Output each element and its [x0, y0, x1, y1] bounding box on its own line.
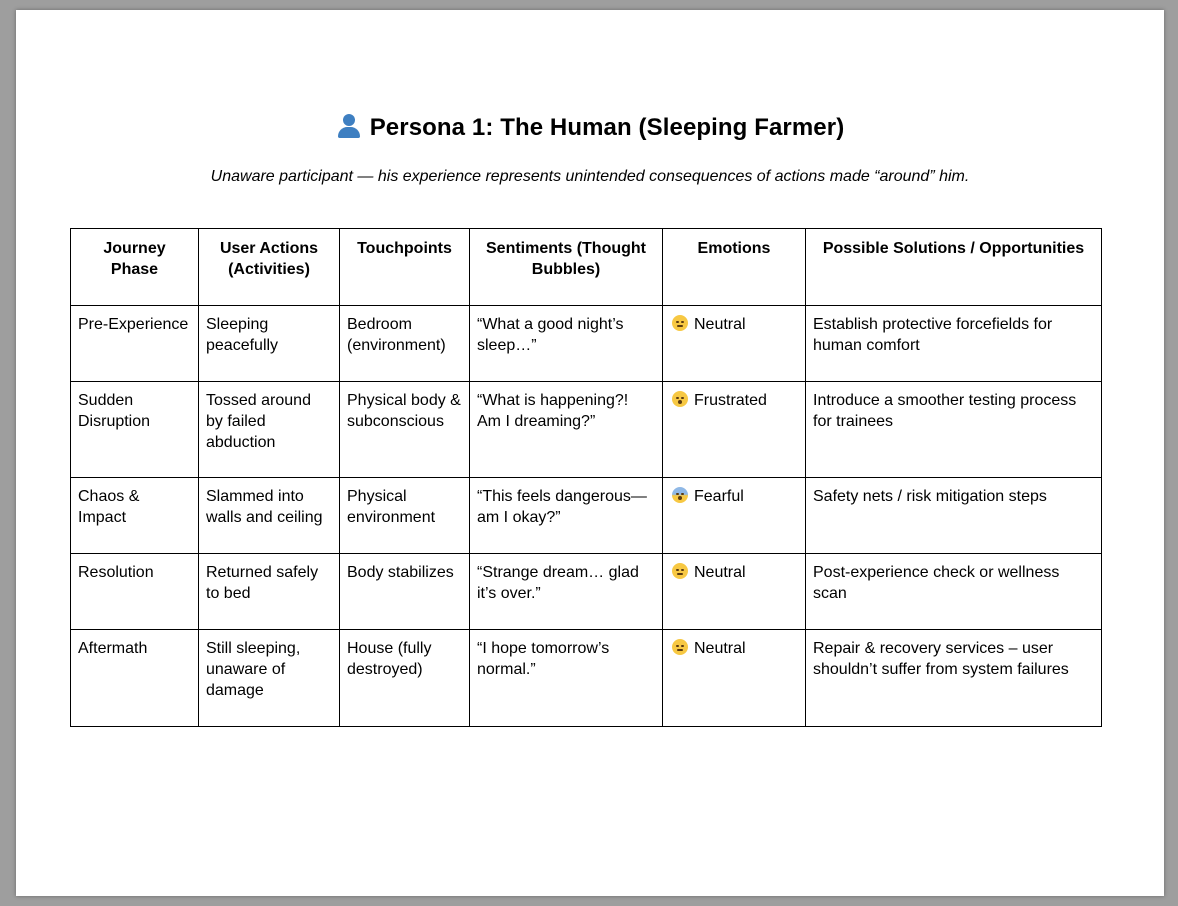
cell-sentiments: “Strange dream… glad it’s over.” — [470, 554, 663, 630]
cell-emotion — [663, 478, 806, 554]
table-row — [71, 630, 1102, 727]
cell-phase: Pre-Experience — [71, 306, 199, 382]
cell-touchpoints: Bedroom (environment) — [340, 306, 470, 382]
table-row — [71, 306, 1102, 382]
cell-sentiments: “I hope tomorrow’s normal.” — [470, 630, 663, 727]
header-touchpoints: Touchpoints — [340, 229, 470, 306]
cell-sentiments: “What is happening?! Am I dreaming?” — [470, 382, 663, 478]
document-page — [16, 10, 1164, 896]
dizzy-face-icon — [672, 391, 688, 407]
cell-sentiments: “This feels dangerous—am I okay?” — [470, 478, 663, 554]
cell-actions: Still sleeping, unaware of damage — [199, 630, 340, 727]
cell-actions: Returned safely to bed — [199, 554, 340, 630]
emotion-label: Neutral — [694, 640, 746, 657]
cell-solutions: Post-experience check or wellness scan — [806, 554, 1102, 630]
relieved-face-icon — [672, 315, 688, 331]
header-emotions: Emotions — [663, 229, 806, 306]
cell-phase: Chaos & Impact — [71, 478, 199, 554]
emotion-label: Neutral — [694, 564, 746, 581]
cell-solutions: Introduce a smoother testing process for trainees — [806, 382, 1102, 478]
table-row — [71, 554, 1102, 630]
cell-touchpoints: House (fully destroyed) — [340, 630, 470, 727]
cell-solutions: Safety nets / risk mitigation steps — [806, 478, 1102, 554]
page-title-text: Persona 1: The Human (Sleeping Farmer) — [369, 114, 845, 141]
cell-emotion — [663, 382, 806, 478]
fearful-face-icon — [672, 487, 688, 503]
header-journey-phase: Journey Phase — [71, 229, 199, 306]
neutral-face-icon — [672, 639, 688, 655]
cell-emotion — [663, 306, 806, 382]
page-title — [16, 113, 1164, 142]
cell-solutions: Repair & recovery services – user shouldn’t suffer from system failures — [806, 630, 1102, 727]
cell-solutions: Establish protective forcefields for human comfort — [806, 306, 1102, 382]
cell-phase: Aftermath — [71, 630, 199, 727]
journey-map-table — [70, 228, 1102, 727]
cell-sentiments: “What a good night’s sleep…” — [470, 306, 663, 382]
table-header-row — [71, 229, 1102, 306]
cell-emotion — [663, 630, 806, 727]
cell-phase: Resolution — [71, 554, 199, 630]
page-subtitle: Unaware participant — his experience represents unintended consequences of actions made “around” him. — [210, 168, 970, 185]
cell-touchpoints: Body stabilizes — [340, 554, 470, 630]
emotion-label: Frustrated — [694, 392, 767, 409]
emotion-label: Fearful — [694, 488, 744, 505]
table-row — [71, 478, 1102, 554]
emotion-label: Neutral — [694, 316, 746, 333]
table-row — [71, 382, 1102, 478]
header-solutions: Possible Solutions / Opportunities — [806, 229, 1102, 306]
sleeping-face-icon — [672, 563, 688, 579]
cell-actions: Sleeping peacefully — [199, 306, 340, 382]
cell-touchpoints: Physical body & subconscious — [340, 382, 470, 478]
cell-actions: Tossed around by failed abduction — [199, 382, 340, 478]
cell-phase: Sudden Disruption — [71, 382, 199, 478]
cell-actions: Slammed into walls and ceiling — [199, 478, 340, 554]
cell-touchpoints: Physical environment — [340, 478, 470, 554]
cell-emotion — [663, 554, 806, 630]
header-user-actions: User Actions (Activities) — [199, 229, 340, 306]
person-silhouette-icon — [336, 113, 362, 139]
header-sentiments: Sentiments (Thought Bubbles) — [470, 229, 663, 306]
